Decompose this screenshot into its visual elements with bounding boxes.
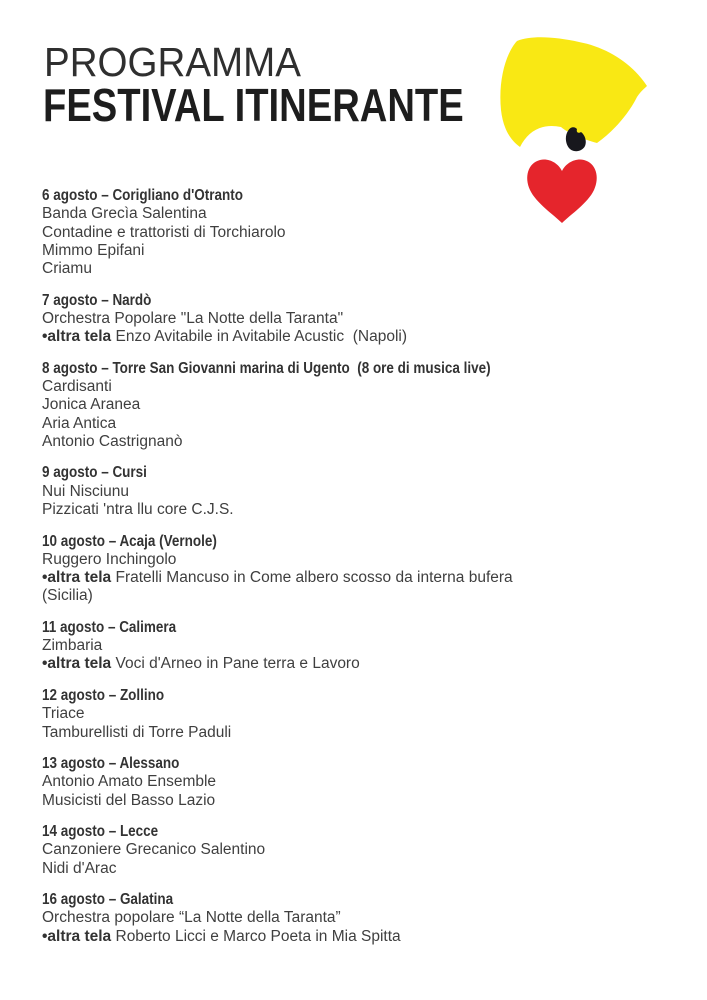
lineup-text: Aria Antica — [42, 414, 117, 432]
lineup-line — [42, 396, 662, 414]
lineup-line — [42, 909, 662, 927]
altra-tela-label: •altra tela — [42, 655, 112, 673]
lineup-text: Criamu — [42, 260, 92, 278]
section-heading-row — [42, 533, 662, 551]
section-heading-row — [42, 891, 662, 909]
page-title-programma: PROGRAMMA — [44, 39, 301, 85]
altra-tela-label: •altra tela — [42, 569, 112, 587]
altra-tela-label: •altra tela — [42, 328, 112, 346]
lineup-line — [42, 378, 662, 396]
section-heading-row — [42, 464, 662, 482]
section-date-heading: 7 agosto – Nardò — [42, 291, 152, 309]
lineup-line — [42, 260, 662, 278]
page-title-festival-itinerante: FESTIVAL ITINERANTE — [43, 79, 464, 131]
program-section — [42, 533, 662, 606]
section-heading-row — [42, 292, 662, 310]
program-section — [42, 360, 662, 451]
section-date-heading: 9 agosto – Cursi — [42, 464, 147, 482]
section-date-heading: 13 agosto – Alessano — [42, 755, 180, 773]
lineup-text: Ruggero Inchingolo — [42, 550, 177, 568]
lineup-text: Musicisti del Basso Lazio — [42, 791, 216, 809]
lineup-line — [42, 310, 662, 328]
lineup-text: Antonio Castrignanò — [42, 432, 183, 450]
section-date-heading: 16 agosto – Galatina — [42, 891, 174, 909]
program-section — [42, 755, 662, 810]
lineup-text: Enzo Avitabile in Avitabile Acustic (Napoli) — [111, 328, 407, 346]
lineup-text: Jonica Aranea — [42, 396, 141, 414]
lineup-line — [42, 655, 662, 673]
section-date-heading: 8 agosto – Torre San Giovanni marina di Ugento (8 ore di musica live) — [42, 359, 491, 377]
program-section — [42, 687, 662, 742]
section-date-heading: 10 agosto – Acaja (Vernole) — [42, 532, 217, 550]
lineup-line — [42, 705, 662, 723]
lineup-line — [42, 433, 662, 451]
lineup-text: Antonio Amato Ensemble — [42, 773, 217, 791]
program-section — [42, 619, 662, 674]
section-heading-row — [42, 823, 662, 841]
section-date-heading: 11 agosto – Calimera — [42, 618, 177, 636]
lineup-text: Cardisanti — [42, 378, 112, 396]
section-heading-row — [42, 187, 662, 205]
lineup-text: Roberto Licci e Marco Poeta in Mia Spitta — [111, 927, 401, 945]
section-heading-row — [42, 360, 662, 378]
lineup-text: Nidi d'Arac — [42, 859, 117, 877]
lineup-line — [42, 205, 662, 223]
program-section — [42, 187, 662, 278]
lineup-text: Nui Nisciunu — [42, 482, 130, 500]
section-heading-row — [42, 755, 662, 773]
lineup-text: Voci d'Arneo in Pane terra e Lavoro — [111, 655, 360, 673]
lineup-line — [42, 860, 662, 878]
lineup-text: Mimmo Epifani — [42, 241, 145, 259]
section-date-heading: 12 agosto – Zollino — [42, 686, 165, 704]
lineup-line — [42, 792, 662, 810]
lineup-text: Canzoniere Grecanico Salentino — [42, 841, 266, 859]
lineup-text: Triace — [42, 705, 85, 723]
lineup-line — [42, 724, 662, 742]
lineup-text: (Sicilia) — [42, 587, 93, 605]
program-section — [42, 891, 662, 946]
program-section — [42, 292, 662, 347]
lineup-text: Orchestra Popolare "La Notte della Taranta" — [42, 309, 344, 327]
lineup-line — [42, 928, 662, 946]
lineup-line — [42, 569, 662, 587]
lineup-text: Banda Grecìa Salentina — [42, 205, 207, 223]
section-heading-row — [42, 619, 662, 637]
lineup-line — [42, 587, 662, 605]
lineup-line — [42, 242, 662, 260]
lineup-line — [42, 637, 662, 655]
program-list — [42, 187, 662, 959]
altra-tela-label: •altra tela — [42, 927, 112, 945]
lineup-line — [42, 773, 662, 791]
lineup-text: Contadine e trattoristi di Torchiarolo — [42, 223, 286, 241]
lineup-line — [42, 224, 662, 242]
lineup-text: Fratelli Mancuso in Come albero scosso da interna bufera — [111, 569, 513, 587]
program-section — [42, 464, 662, 519]
lineup-line — [42, 328, 662, 346]
section-heading-row — [42, 687, 662, 705]
lineup-line — [42, 501, 662, 519]
lineup-line — [42, 551, 662, 569]
lineup-text: Tamburellisti di Torre Paduli — [42, 723, 232, 741]
lineup-line — [42, 483, 662, 501]
section-date-heading: 6 agosto – Corigliano d'Otranto — [42, 187, 244, 204]
lineup-text: Pizzicati 'ntra llu core C.J.S. — [42, 501, 234, 519]
lineup-line — [42, 415, 662, 433]
lineup-text: Orchestra popolare “La Notte della Taranta” — [42, 909, 341, 927]
section-date-heading: 14 agosto – Lecce — [42, 823, 159, 841]
program-section — [42, 823, 662, 878]
lineup-text: Zimbaria — [42, 637, 103, 655]
lineup-line — [42, 841, 662, 859]
